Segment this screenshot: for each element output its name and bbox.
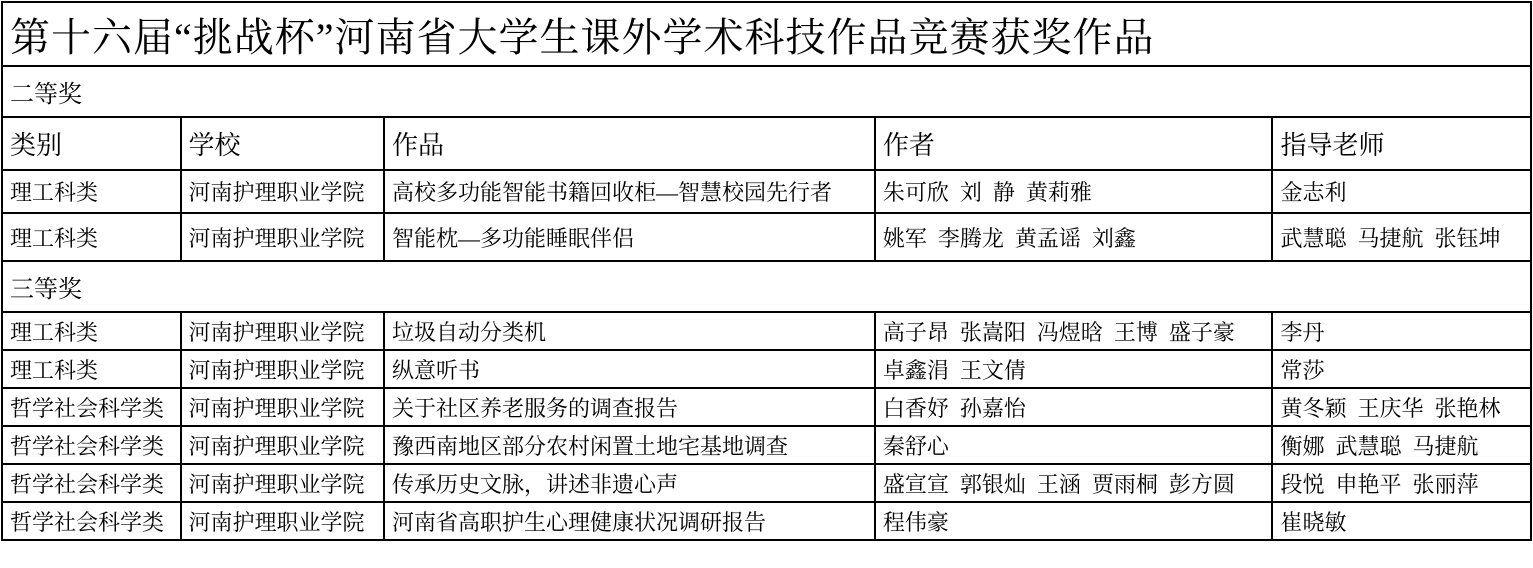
cell-category: 理工科类 — [2, 350, 181, 388]
cell-advisors: 衡娜 武慧聪 马捷航 — [1272, 426, 1531, 464]
table-row — [2, 464, 1531, 502]
cell-authors: 盛宣宣 郭银灿 王涵 贾雨桐 彭方圆 — [875, 464, 1273, 502]
table-row — [2, 426, 1531, 464]
table-row — [2, 502, 1531, 540]
cell-work: 垃圾自动分类机 — [384, 312, 875, 350]
column-header-authors: 作者 — [875, 117, 1273, 170]
cell-category: 理工科类 — [2, 312, 181, 350]
cell-authors: 卓鑫涓 王文倩 — [875, 350, 1273, 388]
cell-category: 哲学社会科学类 — [2, 502, 181, 540]
column-header-work: 作品 — [384, 117, 875, 170]
column-header-school: 学校 — [181, 117, 384, 170]
cell-authors: 秦舒心 — [875, 426, 1273, 464]
page-title: 第十六届“挑战杯”河南省大学生课外学术科技作品竞赛获奖作品 — [2, 2, 1531, 66]
cell-school: 河南护理职业学院 — [181, 312, 384, 350]
cell-authors: 白香妤 孙嘉怡 — [875, 388, 1273, 426]
cell-work: 高校多功能智能书籍回收柜—智慧校园先行者 — [384, 170, 875, 213]
cell-work: 关于社区养老服务的调查报告 — [384, 388, 875, 426]
cell-category: 哲学社会科学类 — [2, 388, 181, 426]
cell-authors: 高子昂 张嵩阳 冯煜晗 王博 盛子豪 — [875, 312, 1273, 350]
cell-school: 河南护理职业学院 — [181, 388, 384, 426]
cell-work: 纵意听书 — [384, 350, 875, 388]
awards-table — [1, 1, 1532, 541]
cell-category: 哲学社会科学类 — [2, 426, 181, 464]
column-header-advisors: 指导老师 — [1272, 117, 1531, 170]
table-row — [2, 350, 1531, 388]
cell-school: 河南护理职业学院 — [181, 213, 384, 261]
column-header-category: 类别 — [2, 117, 181, 170]
cell-work: 豫西南地区部分农村闲置土地宅基地调查 — [384, 426, 875, 464]
section-row-third-prize — [2, 261, 1531, 312]
cell-school: 河南护理职业学院 — [181, 350, 384, 388]
table-row — [2, 312, 1531, 350]
cell-advisors: 崔晓敏 — [1272, 502, 1531, 540]
cell-work: 智能枕—多功能睡眠伴侣 — [384, 213, 875, 261]
cell-advisors: 黄冬颖 王庆华 张艳林 — [1272, 388, 1531, 426]
cell-school: 河南护理职业学院 — [181, 426, 384, 464]
column-header-row — [2, 117, 1531, 170]
cell-school: 河南护理职业学院 — [181, 502, 384, 540]
cell-authors: 程伟豪 — [875, 502, 1273, 540]
cell-advisors: 常莎 — [1272, 350, 1531, 388]
cell-category: 哲学社会科学类 — [2, 464, 181, 502]
title-row — [2, 2, 1531, 66]
section-row-second-prize — [2, 66, 1531, 117]
table-row — [2, 170, 1531, 213]
table-row — [2, 213, 1531, 261]
cell-work: 传承历史文脉，讲述非遗心声 — [384, 464, 875, 502]
cell-category: 理工科类 — [2, 213, 181, 261]
cell-advisors: 李丹 — [1272, 312, 1531, 350]
cell-authors: 朱可欣 刘 静 黄莉雅 — [875, 170, 1273, 213]
section-header-third-prize: 三等奖 — [2, 261, 1531, 312]
cell-work: 河南省高职护生心理健康状况调研报告 — [384, 502, 875, 540]
table-row — [2, 388, 1531, 426]
cell-category: 理工科类 — [2, 170, 181, 213]
cell-advisors: 段悦 申艳平 张丽萍 — [1272, 464, 1531, 502]
section-header-second-prize: 二等奖 — [2, 66, 1531, 117]
cell-school: 河南护理职业学院 — [181, 464, 384, 502]
cell-advisors: 武慧聪 马捷航 张钰坤 — [1272, 213, 1531, 261]
cell-advisors: 金志利 — [1272, 170, 1531, 213]
cell-school: 河南护理职业学院 — [181, 170, 384, 213]
cell-authors: 姚军 李腾龙 黄孟谣 刘鑫 — [875, 213, 1273, 261]
